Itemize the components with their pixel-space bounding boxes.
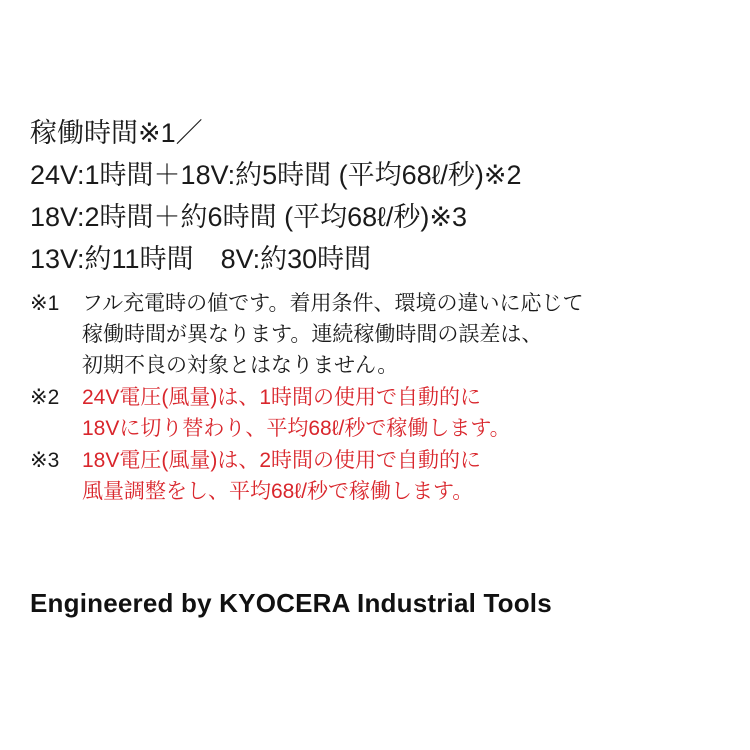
operating-time-heading: 稼働時間※1／ <box>30 118 203 148</box>
footnote-2 <box>30 382 726 444</box>
footnote-3-marker: ※3 <box>30 449 60 472</box>
footnote-3-line-1: 18V電圧(風量)は、2時間の使用で自動的に <box>82 449 482 472</box>
operating-time-line-18v: 18V:2時間＋約6時間 (平均68ℓ/秒)※3 <box>30 202 467 232</box>
footnote-1-body <box>82 288 726 381</box>
footnotes-list <box>30 288 726 507</box>
footnote-3-line-2: 風量調整をし、平均68ℓ/秒で稼働します。 <box>82 480 474 503</box>
operating-time-line-13v-8v: 13V:約11時間 8V:約30時間 <box>30 244 372 274</box>
footnote-2-line-1: 24V電圧(風量)は、1時間の使用で自動的に <box>82 386 482 409</box>
brand-footer: Engineered by KYOCERA Industrial Tools <box>30 588 552 618</box>
footnote-1-line-2: 稼働時間が異なります。連続稼働時間の誤差は、 <box>82 323 543 346</box>
footnote-1-marker: ※1 <box>30 292 60 315</box>
footnote-3-body <box>82 445 726 507</box>
footnote-2-line-2: 18Vに切り替わり、平均68ℓ/秒で稼働します。 <box>82 417 511 440</box>
footnote-3 <box>30 445 726 507</box>
footnote-1 <box>30 288 726 381</box>
operating-time-block <box>30 112 726 280</box>
operating-time-line-24v: 24V:1時間＋18V:約5時間 (平均68ℓ/秒)※2 <box>30 160 522 190</box>
footnote-1-line-1: フル充電時の値です。着用条件、環境の違いに応じて <box>82 292 584 315</box>
footnote-2-marker: ※2 <box>30 386 60 409</box>
footnote-2-body <box>82 382 726 444</box>
footnote-1-line-3: 初期不良の対象とはなりません。 <box>82 354 399 377</box>
